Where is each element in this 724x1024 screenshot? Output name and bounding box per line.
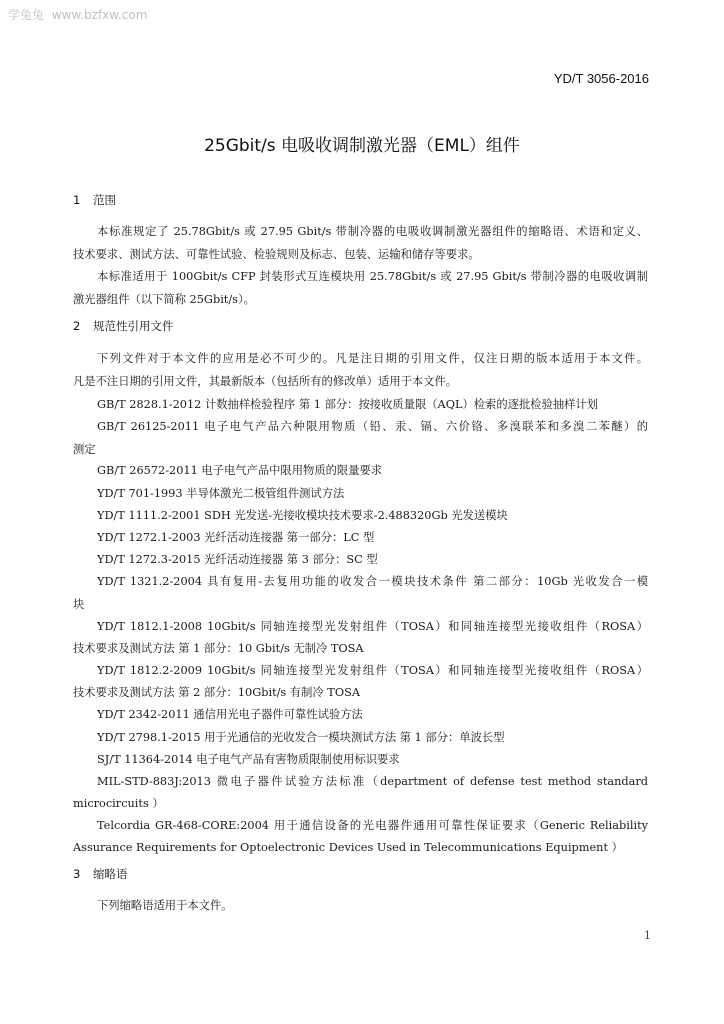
reference-item: MIL-STD-883J:2013 微电子器件试验方法标准（department of defense test method standard [97,775,648,788]
scope-paragraph-line: 技术要求、测试方法、可靠性试验、检验规则及标志、包装、运输和储存等要求。 [73,248,480,261]
reference-item: YD/T 1111.2-2001 SDH 光发送-光接收模块技术要求-2.488320Gb 光发送模块 [97,509,508,522]
reference-item: GB/T 26572-2011 电子电气产品中限用物质的限量要求 [97,464,383,477]
reference-item-continuation: 技术要求及测试方法 第 1 部分：10 Gbit/s 无制冷 TOSA [73,642,364,655]
section-number: 2 [73,319,81,333]
reference-item: YD/T 2798.1-2015 用于光通信的光收发合一模块测试方法 第 1 部分：单波长型 [97,731,505,744]
document-title: 25Gbit/s 电吸收调制激光器（EML）组件 [204,136,520,156]
reference-item: GB/T 26125-2011 电子电气产品六种限用物质（铅、汞、镉、六价铬、多溴联苯和多溴二苯醚）的 [97,420,648,433]
abbreviations-intro: 下列缩略语适用于本文件。 [97,899,233,912]
reference-item-continuation: 测定 [73,443,96,456]
watermark-site-name: 学兔兔 [8,8,45,22]
reference-item: YD/T 1812.1-2008 10Gbit/s 同轴连接型光发射组件（TOSA）和同轴连接型光接收组件（ROSA） [97,620,648,633]
reference-item-continuation: microcircuits ） [73,797,164,810]
section-heading-scope [73,192,116,208]
scope-paragraph-line: 本标准适用于 100Gbit/s CFP 封装形式互连模块用 25.78Gbit/s 或 27.95 Gbit/s 带制冷器的电吸收调制 [97,270,648,283]
standard-code: YD/T 3056-2016 [553,71,649,86]
reference-item: SJ/T 11364-2014 电子电气产品有害物质限制使用标识要求 [97,753,400,766]
scope-paragraph-line: 激光器组件（以下简称 25Gbit/s）。 [73,293,255,306]
reference-item: Telcordia GR-468-CORE:2004 用于通信设备的光电器件通用可靠性保证要求（Generic Reliability [97,819,648,832]
reference-item-continuation: 技术要求及测试方法 第 2 部分：10Gbit/s 有制冷 TOSA [73,686,360,699]
section-number: 3 [73,867,81,881]
section-title: 规范性引用文件 [93,319,174,333]
section-title: 范围 [93,193,116,207]
reference-item: YD/T 1321.2-2004 具有复用-去复用功能的收发合一模块技术条件 第二部分：10Gb 光收发合一模 [97,575,648,588]
section-heading-abbreviations [73,866,128,882]
section-number: 1 [73,193,81,207]
reference-item-continuation: Assurance Requirements for Optoelectronic Devices Used in Telecommunications Equipment ） [73,841,623,854]
reference-item: YD/T 1272.3-2015 光纤活动连接器 第 3 部分：SC 型 [97,553,378,566]
references-intro-line: 下列文件对于本文件的应用是必不可少的。凡是注日期的引用文件，仅注日期的版本适用于本文件。 [97,352,648,365]
section-title: 缩略语 [93,867,128,881]
reference-item: YD/T 1812.2-2009 10Gbit/s 同轴连接型光发射组件（TOSA）和同轴连接型光接收组件（ROSA） [97,664,648,677]
page-number: 1 [644,929,651,942]
reference-item: GB/T 2828.1-2012 计数抽样检验程序 第 1 部分：按接收质量限（AQL）检索的逐批检验抽样计划 [97,398,599,411]
scope-paragraph-line: 本标准规定了 25.78Gbit/s 或 27.95 Gbit/s 带制冷器的电吸收调制激光器组件的缩略语、术语和定义、 [97,225,648,238]
reference-item: YD/T 1272.1-2003 光纤活动连接器 第一部分：LC 型 [97,531,375,544]
reference-item: YD/T 2342-2011 通信用光电子器件可靠性试验方法 [97,708,363,721]
watermark [8,6,147,23]
reference-item-continuation: 块 [73,598,85,611]
reference-item: YD/T 701-1993 半导体激光二极管组件测试方法 [97,487,345,500]
section-heading-normative-references [73,318,174,334]
watermark-url: www.bzfxw.com [51,8,148,22]
references-intro-line: 凡是不注日期的引用文件，其最新版本（包括所有的修改单）适用于本文件。 [73,375,458,388]
